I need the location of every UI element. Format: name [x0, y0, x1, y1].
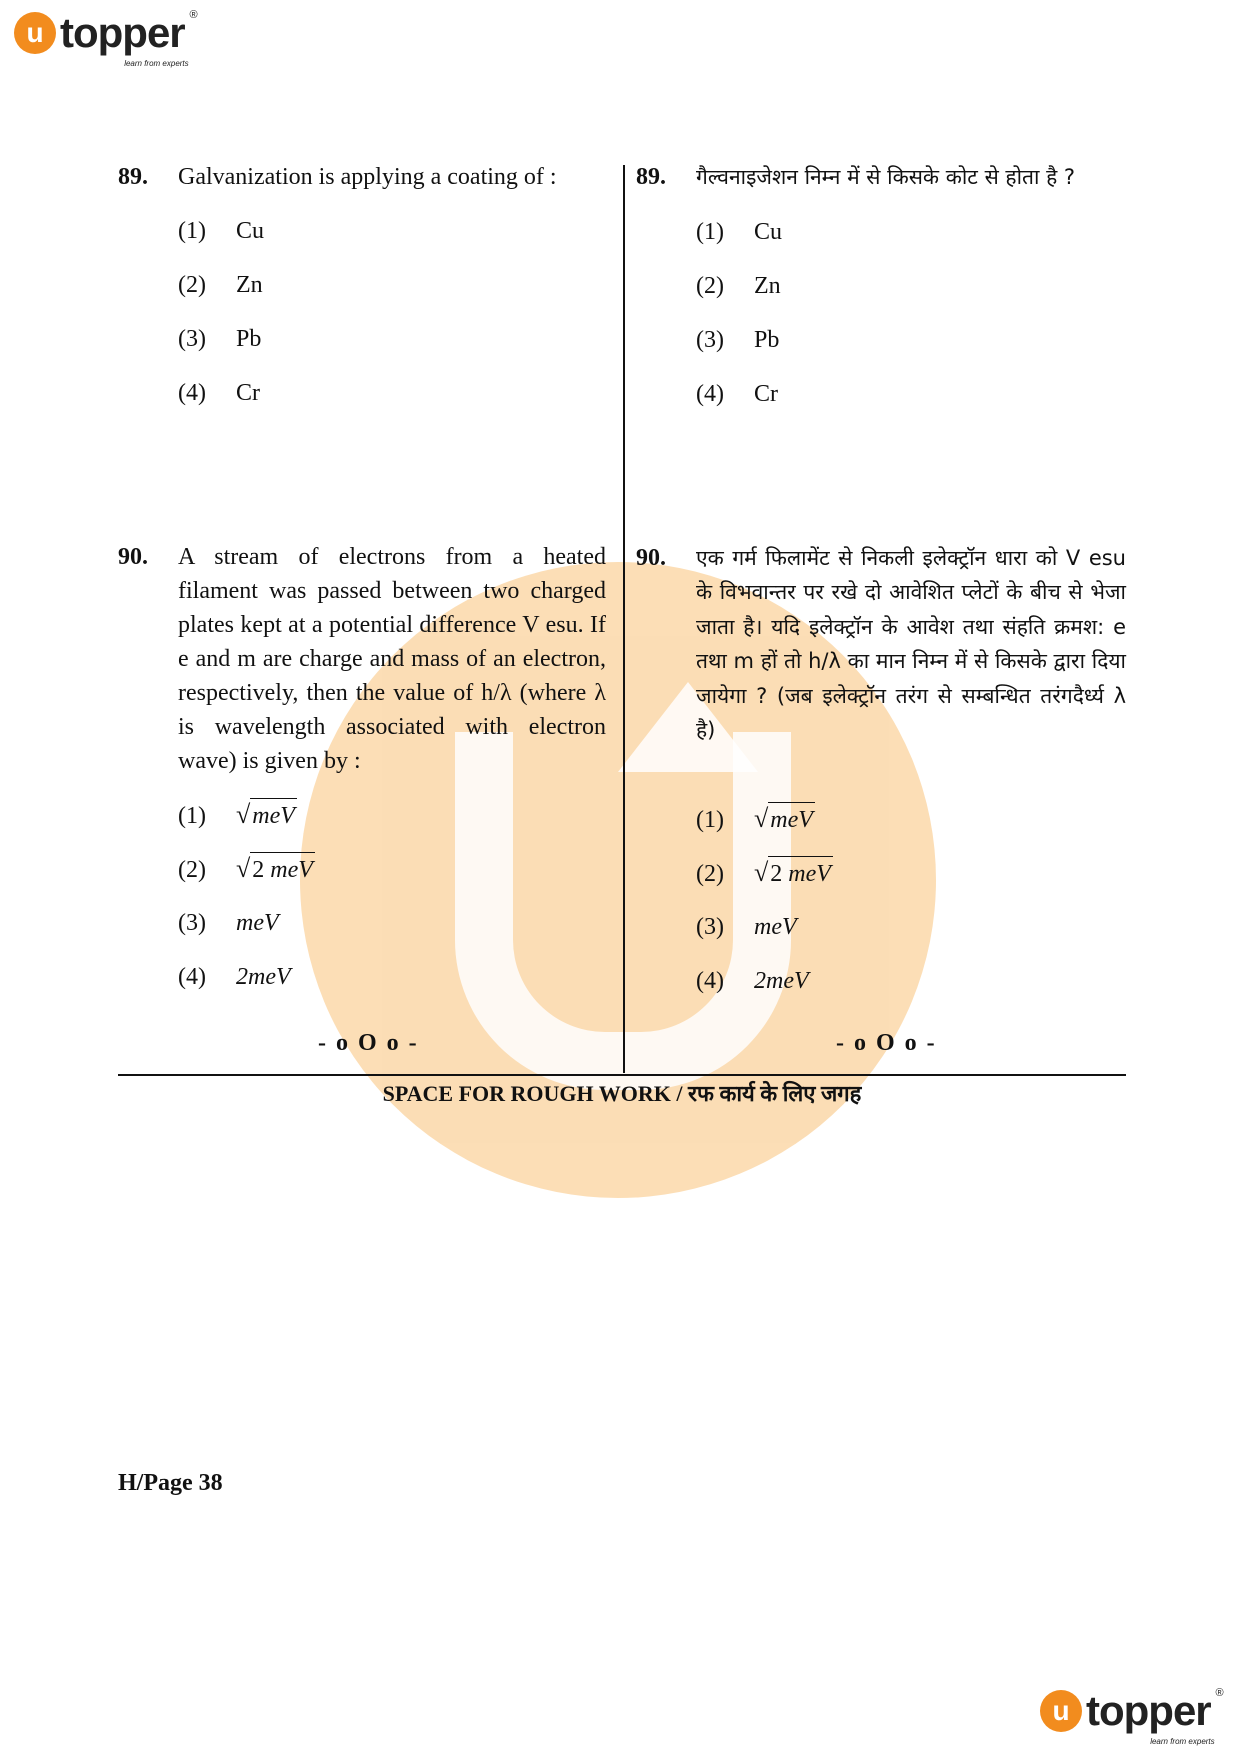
topper-logo-word: topper: [1086, 1687, 1211, 1734]
topper-logo-word: topper: [60, 9, 185, 56]
option-3: (3) meV: [696, 913, 797, 940]
question-number: 90.: [118, 544, 148, 570]
question-number: 89.: [636, 164, 666, 190]
option-1: (1) √ meV: [696, 802, 1126, 856]
square-root: √ meV: [236, 798, 297, 833]
question-90-hi: [636, 541, 1126, 1018]
rough-work-heading: SPACE FOR ROUGH WORK / रफ कार्य के लिए जगह: [382, 1081, 862, 1106]
option-3: (3) Pb: [696, 326, 780, 353]
end-mark-hindi: - o O o -: [836, 1030, 937, 1056]
registered-mark: ®: [189, 9, 197, 21]
question-text: Galvanization is applying a coating of :: [178, 164, 557, 190]
question-text: गैल्वनाइजेशन निम्न में से किसके कोट से होता है ?: [696, 165, 1076, 189]
option-4: (4) 2meV: [178, 964, 291, 990]
option-3: (3) meV: [178, 910, 279, 936]
option-3: (3) Pb: [178, 326, 262, 352]
square-root: √ 2 meV: [236, 852, 315, 887]
option-1: (1) √ meV: [178, 798, 606, 852]
option-2: (2) Zn: [178, 272, 263, 298]
question-89-en: [118, 160, 606, 430]
question-text: एक गर्म फिलामेंट से निकली इलेक्ट्रॉन धारा को V esu के विभवान्तर पर रखे दो आवेशित प्लेटों के बीच से भेजा जाता है। यदि इलेक्ट्रॉन के आवेश तथा संहति क्रमश: e तथा m हों तो h/λ का मान निम्न में से किसके द्वारा दिया जायेगा ? (जब इलेक्ट्रॉन तरंग से सम्बन्धित तरंगदैर्ध्य λ है): [696, 545, 1126, 742]
option-4: (4) Cr: [696, 380, 778, 407]
topper-logo-badge: u: [14, 12, 56, 54]
topper-logo-footer: [1040, 1687, 1223, 1746]
option-2: (2) √ 2 meV: [178, 852, 606, 906]
option-4: (4) 2meV: [696, 967, 809, 994]
options-list: [178, 214, 606, 430]
column-divider: [623, 165, 625, 1073]
hindi-column: [636, 160, 1126, 1018]
page-number: H/Page 38: [118, 1470, 223, 1496]
topper-logo-badge: u: [1040, 1690, 1082, 1732]
option-1: (1) Cu: [178, 218, 265, 244]
options-list: [696, 215, 1126, 431]
question-90-en: [118, 540, 606, 1014]
option-2: (2) √ 2 meV: [696, 856, 1126, 910]
question-number: 90.: [636, 544, 666, 571]
english-column: [118, 160, 606, 1014]
option-4: (4) Cr: [178, 380, 260, 406]
topper-logo: [14, 9, 197, 68]
option-1: (1) Cu: [696, 218, 783, 245]
topper-logo-tagline: learn from experts: [1150, 1737, 1215, 1746]
option-2: (2) Zn: [696, 272, 781, 299]
question-number: 89.: [118, 164, 148, 190]
question-text: A stream of electrons from a heated filament was passed between two charged plates kept at a potential difference V esu. If e and m are charge and mass of an electron, respectively, then the value of h/λ (where λ is wavelength associated with electron wave) is given by :: [178, 544, 606, 774]
options-list: [696, 802, 1126, 1018]
square-root: √ meV: [754, 802, 815, 837]
horizontal-rule: [118, 1074, 1126, 1076]
registered-mark: ®: [1215, 1687, 1223, 1699]
options-list: [178, 798, 606, 1014]
question-89-hi: [636, 160, 1126, 431]
square-root: √ 2 meV: [754, 856, 833, 891]
end-mark-english: - o O o -: [318, 1030, 419, 1056]
topper-logo-tagline: learn from experts: [124, 59, 189, 68]
